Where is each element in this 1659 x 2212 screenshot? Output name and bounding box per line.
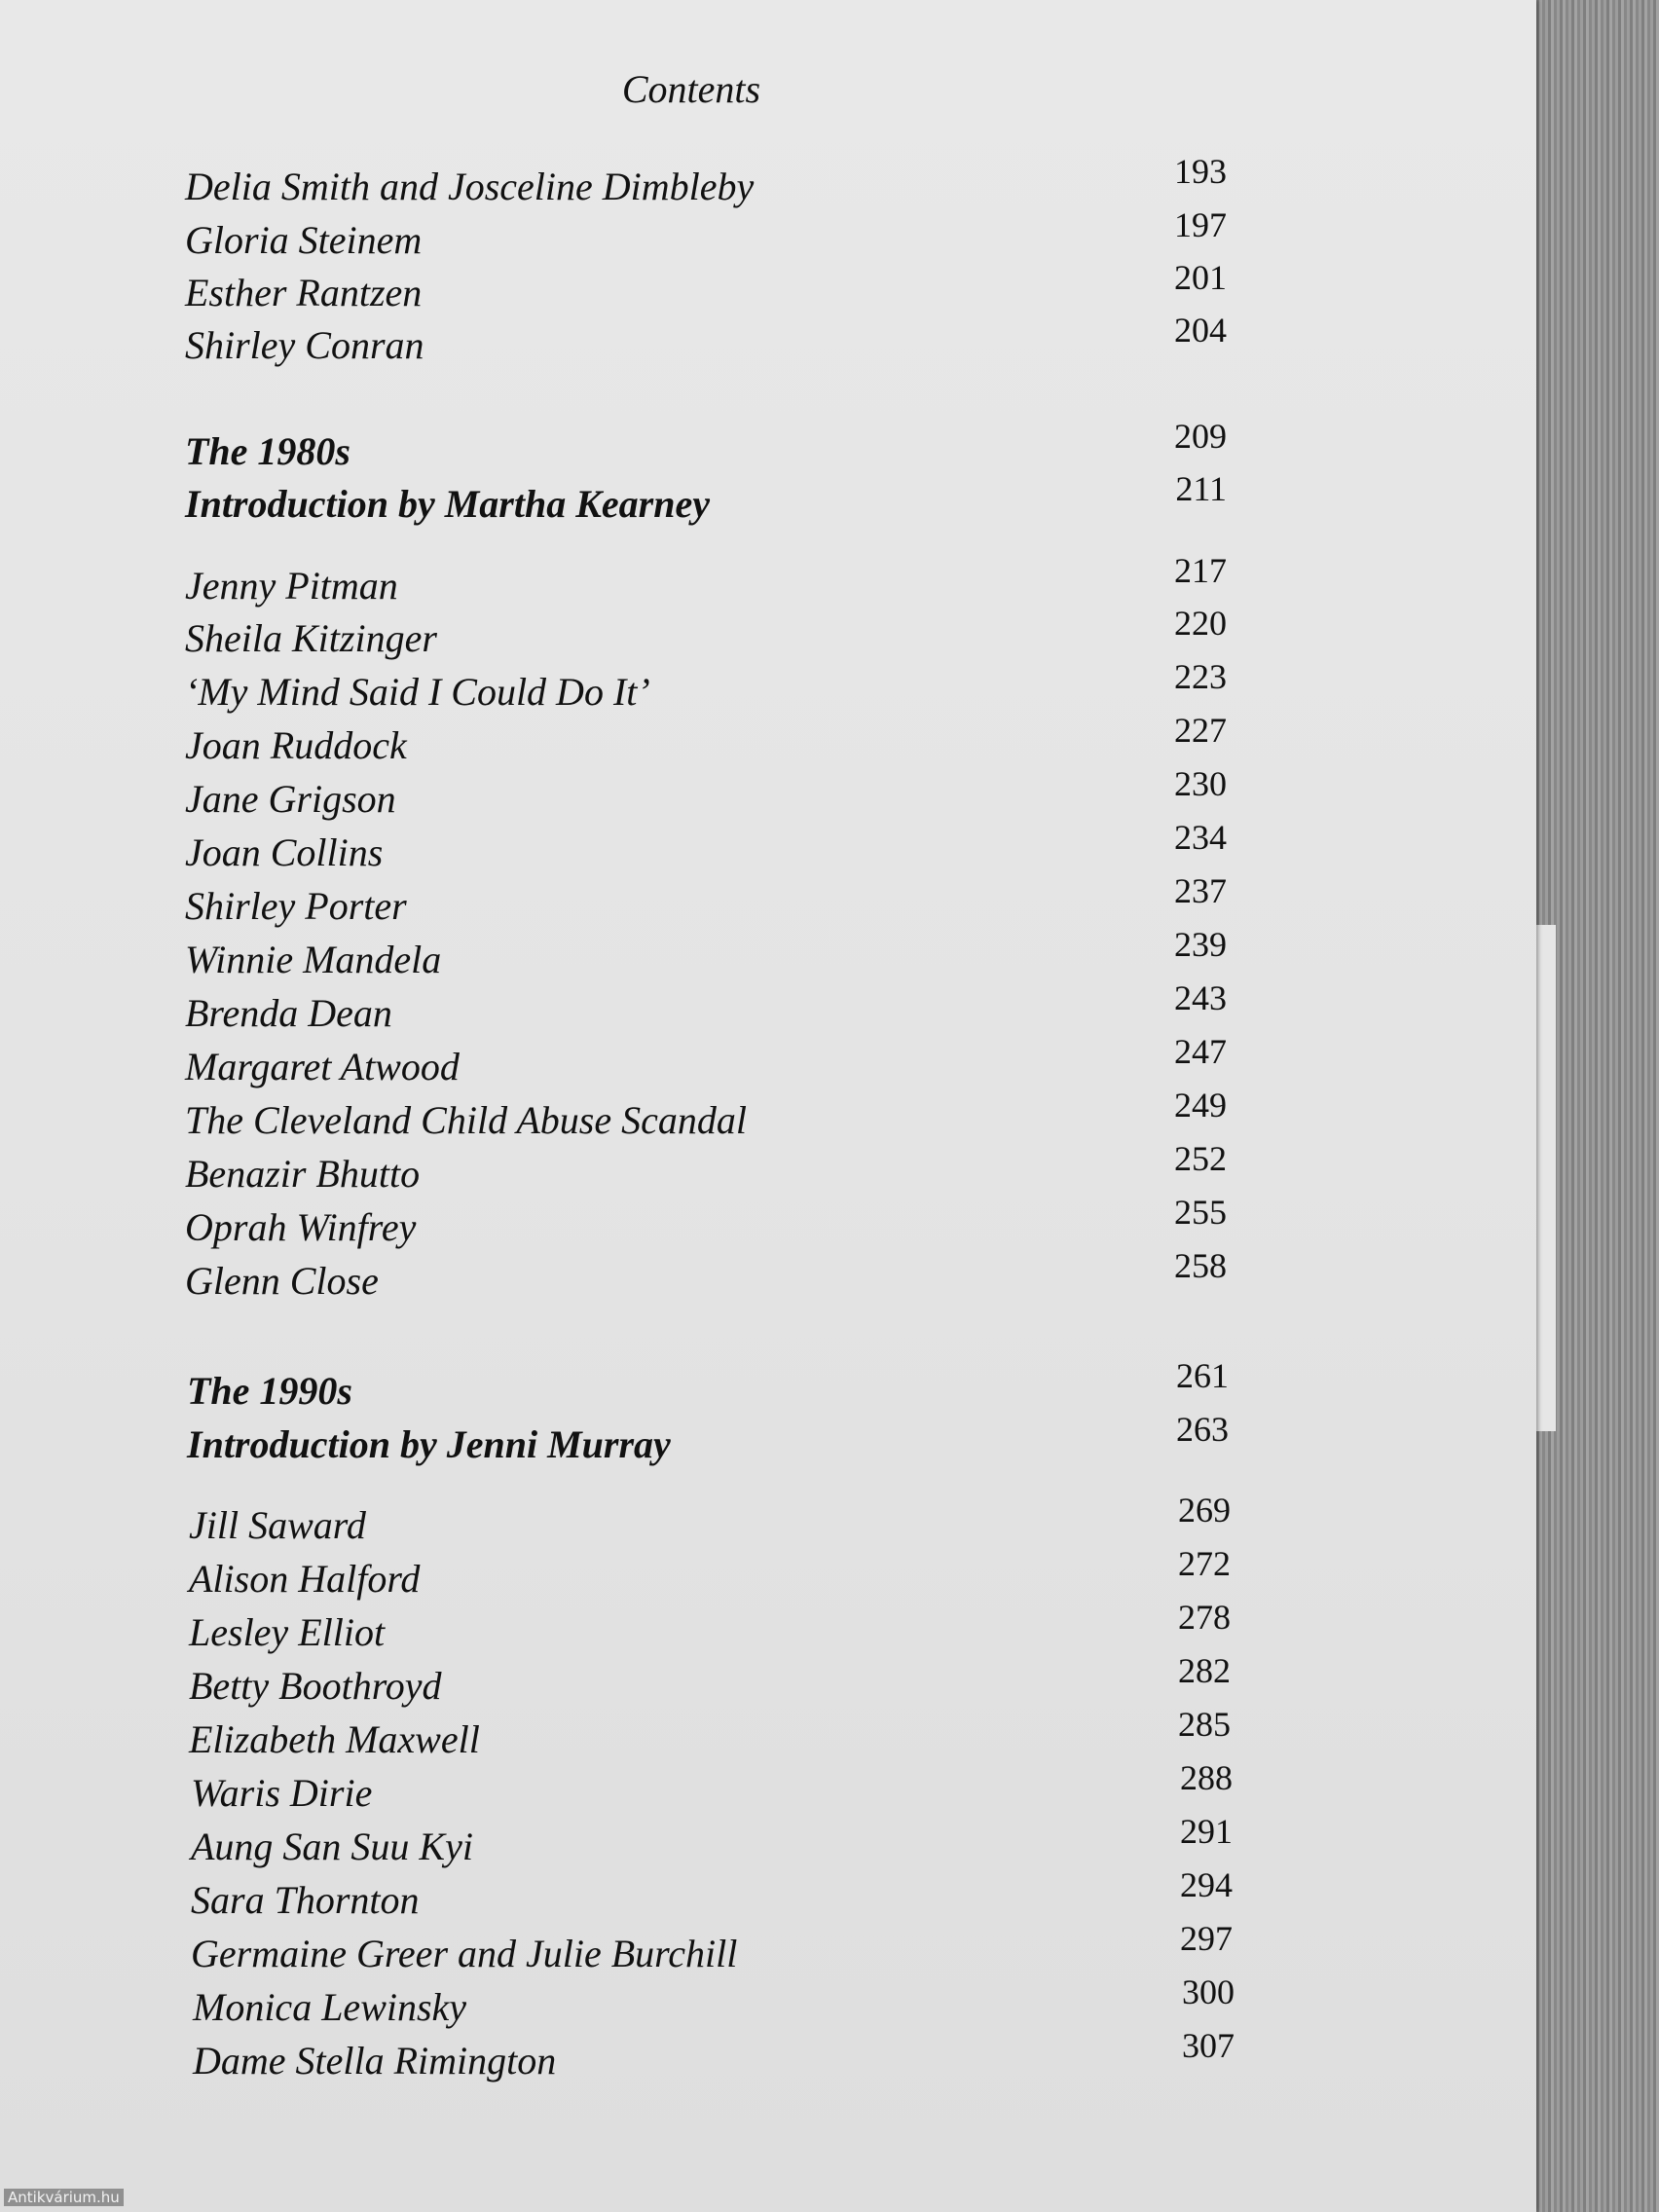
toc-entry xyxy=(191,1867,1233,1920)
toc-entry xyxy=(185,1195,1227,1247)
toc-entry-title: Germaine Greer and Julie Burchill xyxy=(191,1932,738,1975)
toc-entry-title: Jenny Pitman xyxy=(185,564,398,608)
toc-entry-title: Oprah Winfrey xyxy=(185,1205,417,1249)
toc-page-number: 278 xyxy=(1178,1598,1231,1637)
toc-entry xyxy=(185,927,1227,979)
toc-entry-title: Introduction by Jenni Murray xyxy=(187,1422,671,1466)
toc-entry-title: Sheila Kitzinger xyxy=(185,616,437,660)
toc-entry-title: Jill Saward xyxy=(189,1503,366,1547)
toc-entry-title: Lesley Elliot xyxy=(189,1610,386,1654)
toc-page-number: 204 xyxy=(1174,311,1227,350)
toc-entry-title: Elizabeth Maxwell xyxy=(189,1717,480,1761)
toc-entry xyxy=(185,980,1227,1033)
toc-page-number: 307 xyxy=(1182,2026,1235,2065)
toc-section-heading xyxy=(187,1412,1229,1464)
toc-page-number: 193 xyxy=(1174,152,1227,191)
toc-entry xyxy=(185,1141,1227,1194)
toc-entry xyxy=(185,313,1227,365)
toc-entry xyxy=(191,1814,1233,1866)
toc-entry xyxy=(185,713,1227,765)
toc-entry xyxy=(185,606,1227,658)
toc-section-heading xyxy=(185,419,1227,471)
toc-page-number: 282 xyxy=(1178,1651,1231,1690)
toc-entry-title: ‘My Mind Said I Could Do It’ xyxy=(185,670,650,714)
toc-entry xyxy=(189,1546,1231,1599)
toc-entry-title: Dame Stella Rimington xyxy=(193,2039,557,2083)
toc-page-number: 234 xyxy=(1174,818,1227,857)
toc-entry xyxy=(185,766,1227,819)
toc-entry-title: Joan Ruddock xyxy=(185,723,407,767)
toc-page-number: 263 xyxy=(1176,1410,1229,1449)
toc-entry xyxy=(189,1493,1231,1545)
toc-page-number: 285 xyxy=(1178,1705,1231,1744)
toc-entry-title: Benazir Bhutto xyxy=(185,1152,421,1196)
toc-entry xyxy=(185,820,1227,872)
toc-entry-title: Gloria Steinem xyxy=(185,218,423,262)
toc-entry-title: Jane Grigson xyxy=(185,777,396,821)
toc-entry-title: The Cleveland Child Abuse Scandal xyxy=(185,1098,747,1142)
toc-page-number: 197 xyxy=(1174,205,1227,244)
watermark: Antikvárium.hu xyxy=(4,2189,124,2206)
toc-entry xyxy=(185,1034,1227,1087)
toc-page-number: 220 xyxy=(1174,604,1227,643)
toc-entry xyxy=(185,873,1227,926)
toc-page-number: 237 xyxy=(1174,871,1227,910)
toc-entry-title: Winnie Mandela xyxy=(185,938,442,981)
toc-entry-title: Aung San Suu Kyi xyxy=(191,1825,473,1868)
toc-page-number: 261 xyxy=(1176,1356,1229,1395)
toc-page-number: 255 xyxy=(1174,1193,1227,1232)
toc-page-number: 230 xyxy=(1174,764,1227,803)
toc-entry-title: Sara Thornton xyxy=(191,1878,420,1922)
toc-section-heading xyxy=(187,1358,1229,1411)
toc-section-heading xyxy=(185,471,1227,524)
toc-entry-title: Shirley Conran xyxy=(185,323,424,367)
toc-entry xyxy=(189,1653,1231,1706)
toc-entry-title: The 1990s xyxy=(187,1369,352,1413)
toc-entry xyxy=(193,1974,1235,2027)
toc-page-number: 252 xyxy=(1174,1139,1227,1178)
toc-entry-title: Esther Rantzen xyxy=(185,271,423,314)
toc-page-number: 201 xyxy=(1174,258,1227,297)
toc-page-number: 239 xyxy=(1174,925,1227,964)
toc-page-number: 291 xyxy=(1180,1812,1233,1851)
toc-entry-title: Betty Boothroyd xyxy=(189,1664,442,1708)
running-head: Contents xyxy=(621,67,761,111)
toc-entry-title: Margaret Atwood xyxy=(185,1045,460,1088)
toc-entry xyxy=(185,553,1227,606)
toc-page-number: 258 xyxy=(1174,1246,1227,1285)
toc-page-number: 297 xyxy=(1180,1919,1233,1958)
toc-entry xyxy=(191,1921,1233,1973)
toc-page-number: 249 xyxy=(1174,1086,1227,1124)
toc-entry xyxy=(193,2028,1235,2081)
toc-entry xyxy=(185,1088,1227,1140)
toc-entry xyxy=(189,1600,1231,1652)
toc-entry xyxy=(185,260,1227,313)
toc-page-number: 209 xyxy=(1174,417,1227,456)
toc-page-number: 269 xyxy=(1178,1491,1231,1530)
toc-page-number: 211 xyxy=(1175,469,1227,508)
toc-entry xyxy=(185,207,1227,260)
toc-entry-title: Alison Halford xyxy=(189,1557,421,1601)
toc-page-number: 217 xyxy=(1174,551,1227,590)
toc-page-number: 294 xyxy=(1180,1865,1233,1904)
toc-page-number: 288 xyxy=(1180,1758,1233,1797)
toc-entry xyxy=(191,1760,1233,1813)
toc-entry-title: Joan Collins xyxy=(185,830,384,874)
toc-entry-title: Glenn Close xyxy=(185,1259,379,1303)
back-page-edge xyxy=(1536,925,1556,1431)
toc-entry-title: Brenda Dean xyxy=(185,991,392,1035)
toc-page-number: 300 xyxy=(1182,1972,1235,2011)
toc-page-number: 243 xyxy=(1174,978,1227,1017)
toc-entry-title: Monica Lewinsky xyxy=(193,1985,467,2029)
toc-entry xyxy=(189,1707,1231,1759)
toc-entry xyxy=(185,1248,1227,1301)
toc-page-number: 223 xyxy=(1174,657,1227,696)
toc-page-number: 247 xyxy=(1174,1032,1227,1071)
toc-entry-title: Introduction by Martha Kearney xyxy=(185,482,710,526)
toc-entry xyxy=(185,659,1227,712)
toc-entry-title: Delia Smith and Josceline Dimbleby xyxy=(185,165,755,208)
toc-entry-title: Shirley Porter xyxy=(185,884,407,928)
toc-entry-title: The 1980s xyxy=(185,429,350,473)
toc-page-number: 272 xyxy=(1178,1544,1231,1583)
toc-entry xyxy=(185,154,1227,206)
toc-page-number: 227 xyxy=(1174,711,1227,750)
toc-entry-title: Waris Dirie xyxy=(191,1771,373,1815)
